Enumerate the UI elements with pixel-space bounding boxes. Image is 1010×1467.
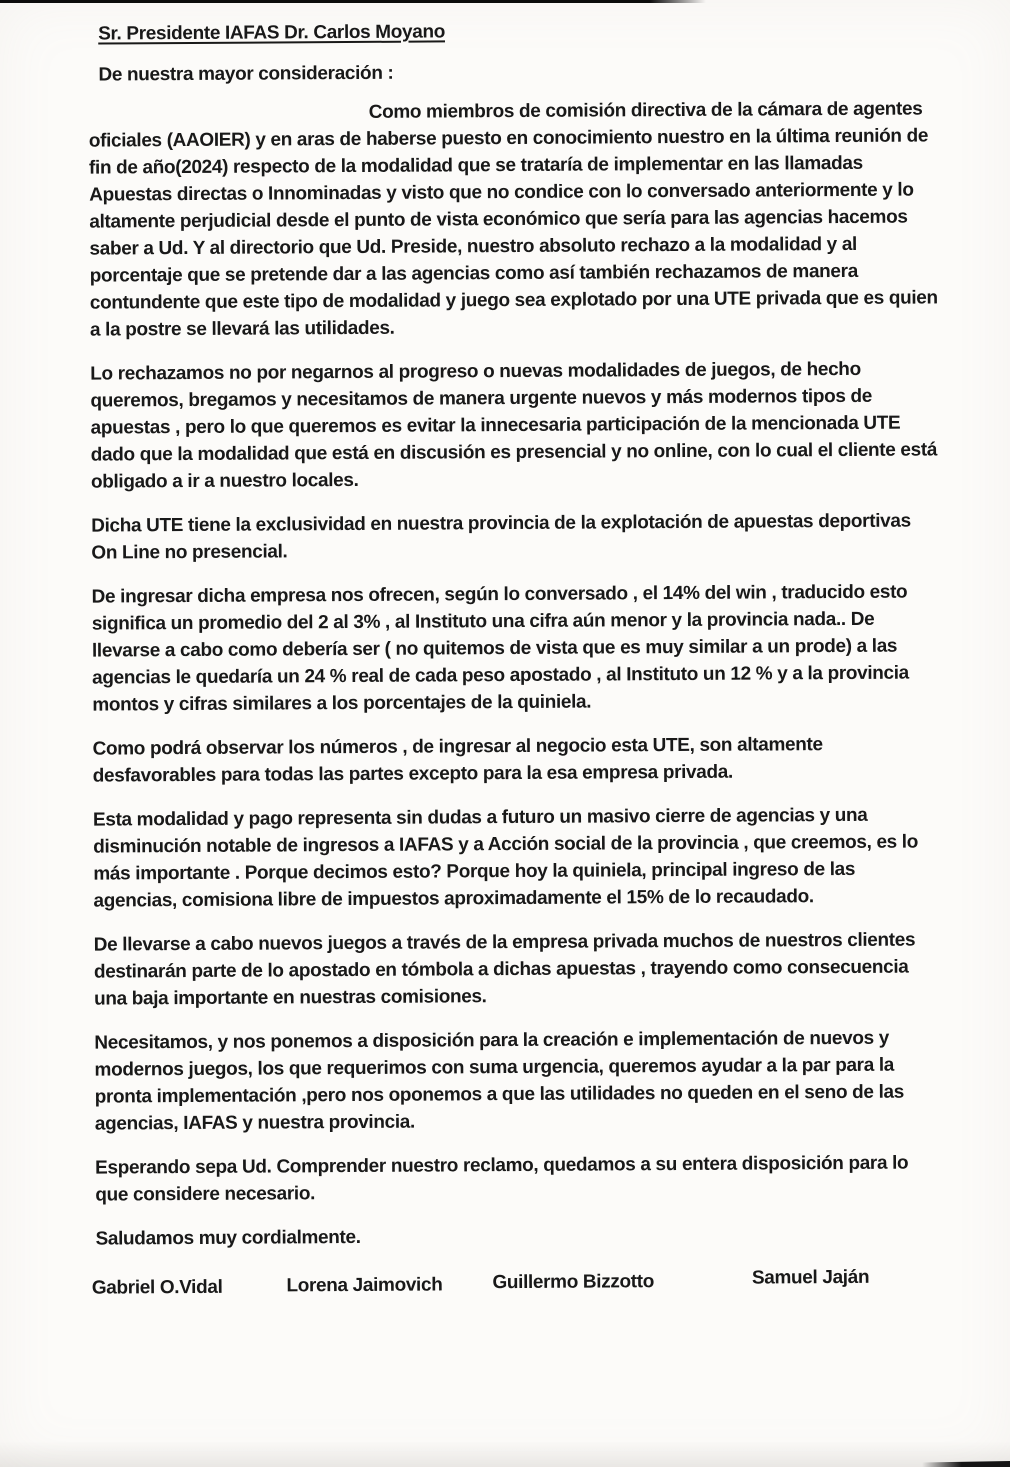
- signature-lorena-jaimovich: Lorena Jaimovich: [286, 1274, 443, 1297]
- letter-body: [88, 11, 944, 1301]
- scan-artifact-top-edge: [0, 0, 706, 3]
- signature-gabriel-vidal: Gabriel O.Vidal: [91, 1276, 223, 1299]
- paragraph-unfavorable-numbers: Como podrá observar los números , de ingresar al negocio esta UTE, son altamente desfavorables para todas las partes excepto para la esa empresa privada.: [92, 734, 823, 787]
- signature-samuel-jajan: Samuel Jaján: [751, 1266, 870, 1289]
- paragraph-percentages: De ingresar dicha empresa nos ofrecen, según lo conversado , el 14% del win , traducido esto significa un promedio del 2 al 3% , al Instituto una cifra aún menor y la provincia nada.. De llevarse a cabo como debería ser ( no quitemos de vista que es muy similar a un prode) a las agencias le quedaría un 24 % real de cada peso apostado , al Instituto un 12 % y a la provincia montos y cifras similares a los porcentajes de la quiniela.: [91, 581, 909, 716]
- paragraph-awaiting-understanding: Esperando sepa Ud. Comprender nuestro reclamo, quedamos a su entera disposición para lo que considere necesario.: [95, 1152, 909, 1206]
- salutation: De nuestra mayor consideración :: [98, 62, 394, 86]
- paragraph-willing-to-help: Necesitamos, y nos ponemos a disposición para la creación e implementación de nuevos y modernos juegos, los que requerimos con suma urgencia, queremos ayudar a la par para la pronta implementación ,pero nos oponemos a que las utilidades no queden en el seno de las agencias, IAFAS y nuestra provincia.: [94, 1027, 904, 1135]
- signature-row: [91, 1266, 944, 1301]
- scan-artifact-bottom-shadow: [0, 1441, 1010, 1467]
- paragraph-intro-rejection: Como miembros de comisión directiva de la cámara de agentes oficiales (AAOIER) y en aras de haberse puesto en conocimiento nuestro en la última reunión de fin de año(2024) respecto de la modalidad que se trataría de implementar en las llamadas Apuestas directas o Innominadas y visto que no condice con lo conversado anteriormente y lo altamente perjudicial desde el punto de vista económico que sería para las agencias hacemos saber a Ud. Y al directorio que Ud. Preside, nuestro absoluto rechazo a la modalidad y al porcentaje que se pretende dar a las agencias como así también rechazamos de manera contundente que este tipo de modalidad y juego sea explotado por una UTE privada que es quien a la postre se llevará las utilidades.: [88, 98, 938, 341]
- recipient-title: Sr. Presidente IAFAS Dr. Carlos Moyano: [98, 21, 446, 45]
- paragraph-commission-drop: De llevarse a cabo nuevos juegos a través de la empresa privada muchos de nuestros clientes destinarán parte de lo apostado en tómbola a dichas apuestas , trayendo como consecuencia una baja importante en nuestras comisiones.: [93, 929, 916, 1010]
- paragraph-not-against-progress: Lo rechazamos no por negarnos al progreso o nuevas modalidades de juegos, de hecho queremos, bregamos y necesitamos de manera urgente nuevos y más modernos tipos de apuestas , pero lo que queremos es evitar la innecesaria participación de la mencionada UTE dado que la modalidad que está en discusión es presencial y no online, con lo cual el cliente está obligado a ir a nuestro locales.: [90, 358, 938, 493]
- signature-guillermo-bizzotto: Guillermo Bizzotto: [492, 1271, 655, 1294]
- closing-line: Saludamos muy cordialmente.: [95, 1226, 361, 1250]
- paragraph-agency-closures: Esta modalidad y pago representa sin dudas a futuro un masivo cierre de agencias y una disminución notable de ingresos a IAFAS y a Acción social de la provincia , que creemos, es lo más importante . Porque decimos esto? Porque hoy la quiniela, principal ingreso de las agencias, comisiona libre de impuestos aproximadamente el 15% de lo recaudado.: [92, 804, 919, 912]
- paragraph-ute-exclusivity: Dicha UTE tiene la exclusividad en nuestra provincia de la explotación de apuestas deportivas On Line no presencial.: [91, 510, 911, 564]
- scan-artifact-bottom-right: [922, 1461, 1010, 1467]
